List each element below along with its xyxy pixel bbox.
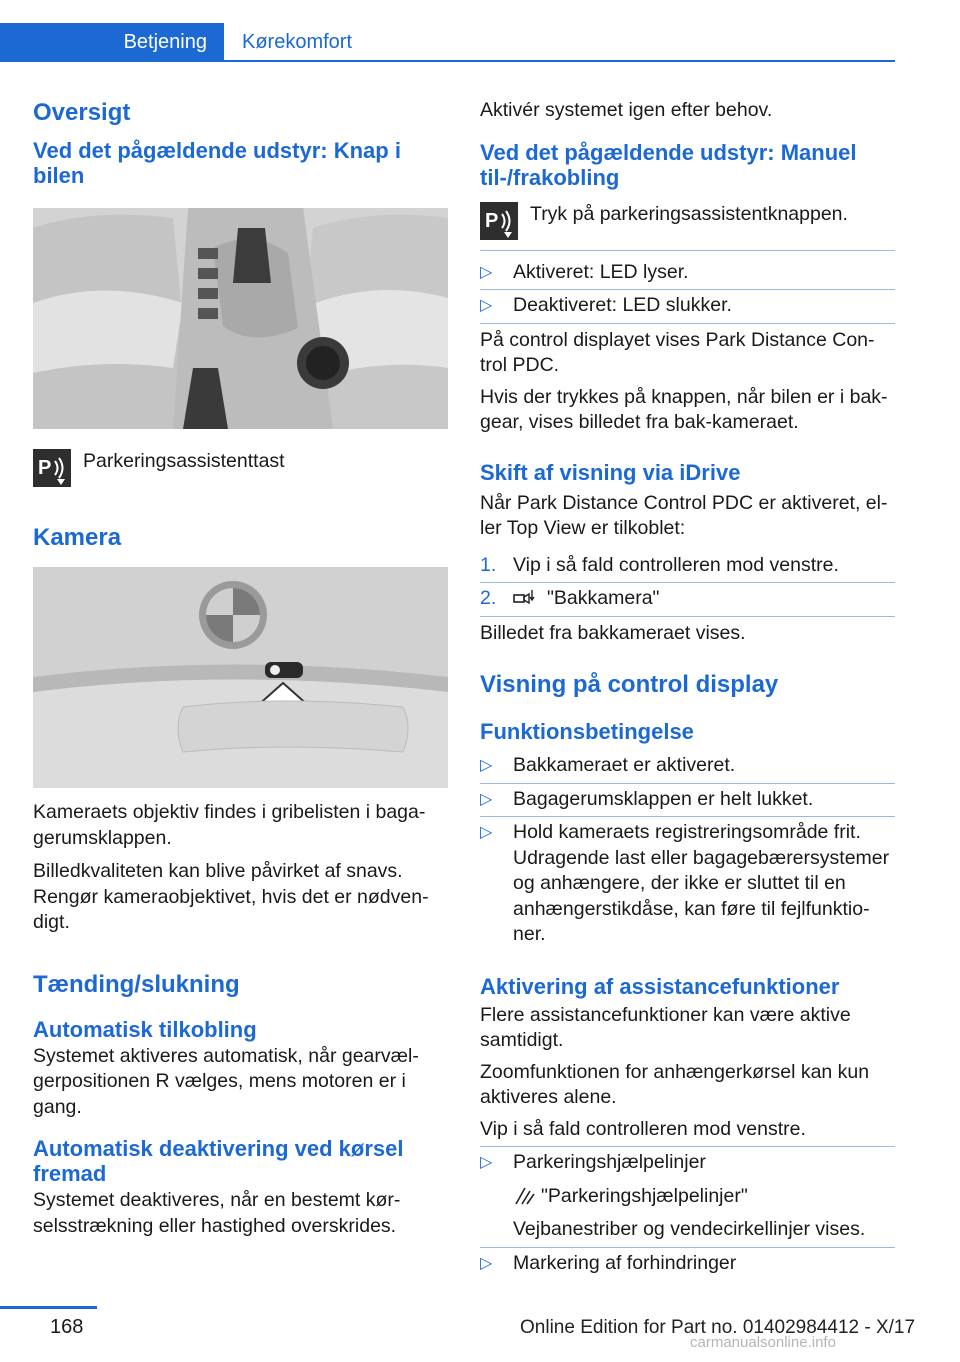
list-item-text: Parkeringshjælpelinjer	[513, 1151, 706, 1173]
list-conditions	[480, 750, 895, 952]
list-item	[480, 1147, 895, 1248]
step-text: "Bakkamera"	[547, 587, 660, 609]
list-item	[480, 817, 895, 952]
step-item	[480, 550, 895, 584]
paragraph-vip-venstre: Vip i så fald controlleren mod venstre.	[480, 1117, 806, 1140]
heading-knap-i-bilen: Ved det pågældende udstyr: Knap i bilen	[33, 138, 401, 188]
header-rule	[0, 60, 895, 62]
list-item	[480, 784, 895, 818]
triangle-bullet-icon: ▷	[480, 1154, 493, 1171]
list-item-text: Hold kameraets registreringsområde frit. Udragende last eller bagagebærersystemer og anhængere, der ikke er sluttet til en anhængerstikdåse, kan føre til fejlfunktioner.	[513, 821, 890, 945]
paragraph-bakgear: Hvis der trykkes på knappen, når bilen er i bakgear, vises billedet fra bak-kameraet.	[480, 385, 888, 433]
tab-betjening[interactable]: Betjening	[0, 23, 224, 62]
rear-camera-icon	[513, 587, 539, 607]
sub-item-text: Vejbanestriber og vendecirkellinjer vises.	[513, 1218, 866, 1240]
list-item	[480, 750, 895, 784]
step-text: Vip i så fald controlleren mod venstre.	[513, 553, 839, 576]
step-number: 1.	[480, 553, 497, 576]
center-console-photo	[33, 208, 448, 429]
heading-skift-visning: Skift af visning via iDrive	[480, 459, 741, 485]
step-number: 2.	[480, 587, 497, 609]
paragraph-aktiver-igen: Aktivér systemet igen efter behov.	[480, 99, 773, 121]
list-assist-functions	[480, 1146, 895, 1280]
parking-assist-icon-2	[480, 202, 518, 240]
list-item	[480, 1248, 895, 1281]
pdc-button-instruction	[480, 202, 895, 251]
steps-list	[480, 550, 895, 617]
paragraph-control-display: På control displayet vises Park Distance Control PDC.	[480, 328, 875, 376]
list-item-text: Bagagerumsklappen er helt lukket.	[513, 787, 814, 810]
page-header	[0, 0, 960, 64]
paragraph-tryk-knap: Tryk på parkeringsassistentknappen.	[530, 202, 848, 225]
sub-item-parking-lines	[513, 1184, 895, 1210]
sub-item-label: "Parkeringshjælpelinjer"	[541, 1184, 748, 1207]
heading-visning-control-display: Visning på control display	[480, 671, 779, 698]
heading-oversigt: Oversigt	[33, 99, 131, 126]
heading-automatisk-tilkobling: Automatisk tilkobling	[33, 1016, 257, 1042]
triangle-bullet-icon: ▷	[480, 1254, 493, 1272]
heading-manuel-til-frakobling: Ved det pågældende udstyr: Manuel til-/frakobling	[480, 139, 857, 190]
list-item-text: Aktiveret: LED lyser.	[513, 260, 689, 283]
right-column	[480, 98, 895, 1280]
pdc-button-caption	[33, 449, 448, 487]
parking-lines-icon	[513, 1185, 535, 1205]
list-item-text: Markering af forhindringer	[513, 1251, 737, 1274]
paragraph-naar-pdc: Når Park Distance Control PDC er aktiveret, eller Top View er tilkoblet:	[480, 491, 888, 539]
triangle-bullet-icon: ▷	[480, 790, 493, 808]
list-item	[480, 290, 895, 324]
rear-camera-photo	[33, 567, 448, 788]
triangle-bullet-icon: ▷	[480, 824, 493, 841]
left-column	[33, 98, 448, 1239]
heading-kamera: Kamera	[33, 524, 122, 551]
list-item-text: Bakkameraet er aktiveret.	[513, 754, 736, 776]
parking-assist-icon	[33, 449, 71, 487]
paragraph-billedkvalitet: Billedkvaliteten kan blive påvirket af snavs. Rengør kameraobjektivet, hvis det er nødvendigt.	[33, 860, 429, 933]
paragraph-zoomfunktion: Zoomfunktionen for anhængerkørsel kan kun aktiveres alene.	[480, 1060, 870, 1108]
list-led-status	[480, 257, 895, 324]
list-item	[480, 257, 895, 291]
step-item	[480, 583, 895, 617]
svg-text:P: P	[485, 209, 499, 232]
triangle-bullet-icon: ▷	[480, 263, 493, 281]
heading-aktivering-assistance: Aktivering af assistancefunktioner	[480, 973, 840, 999]
triangle-bullet-icon: ▷	[480, 297, 493, 314]
paragraph-kamera-objektiv: Kameraets objektiv findes i gribelisten i bagagerumsklappen.	[33, 801, 426, 849]
tab-koerekomfort[interactable]: Kørekomfort	[242, 31, 353, 53]
watermark-text: carmanualsonline.info	[690, 1334, 836, 1351]
paragraph-automatisk-deaktivering: Systemet deaktiveres, når en bestemt kørselsstrækning eller hastighed overskrides.	[33, 1189, 401, 1237]
svg-text:P: P	[38, 457, 52, 479]
heading-automatisk-deaktivering: Automatisk deaktivering ved kørsel fremad	[33, 1136, 404, 1186]
paragraph-billedet-vises: Billedet fra bakkameraet vises.	[480, 621, 746, 644]
triangle-bullet-icon: ▷	[480, 757, 493, 774]
list-item-text: Deaktiveret: LED slukker.	[513, 294, 732, 316]
paragraph-flere-funktioner: Flere assistancefunktioner kan være aktive samtidigt.	[480, 1003, 851, 1051]
edition-text: Online Edition for Part no. 01402984412 - X/17	[520, 1317, 916, 1338]
footer-rule	[0, 1306, 97, 1309]
caption-parkeringsassistenttast: Parkeringsassistenttast	[83, 450, 285, 472]
heading-taending-slukning: Tænding/slukning	[33, 970, 240, 998]
paragraph-automatisk-tilkobling: Systemet aktiveres automatisk, når gearvælgerpositionen R vælges, mens motoren er i gang.	[33, 1044, 419, 1118]
heading-funktionsbetingelse: Funktionsbetingelse	[480, 719, 694, 744]
page-number: 168	[50, 1316, 84, 1338]
